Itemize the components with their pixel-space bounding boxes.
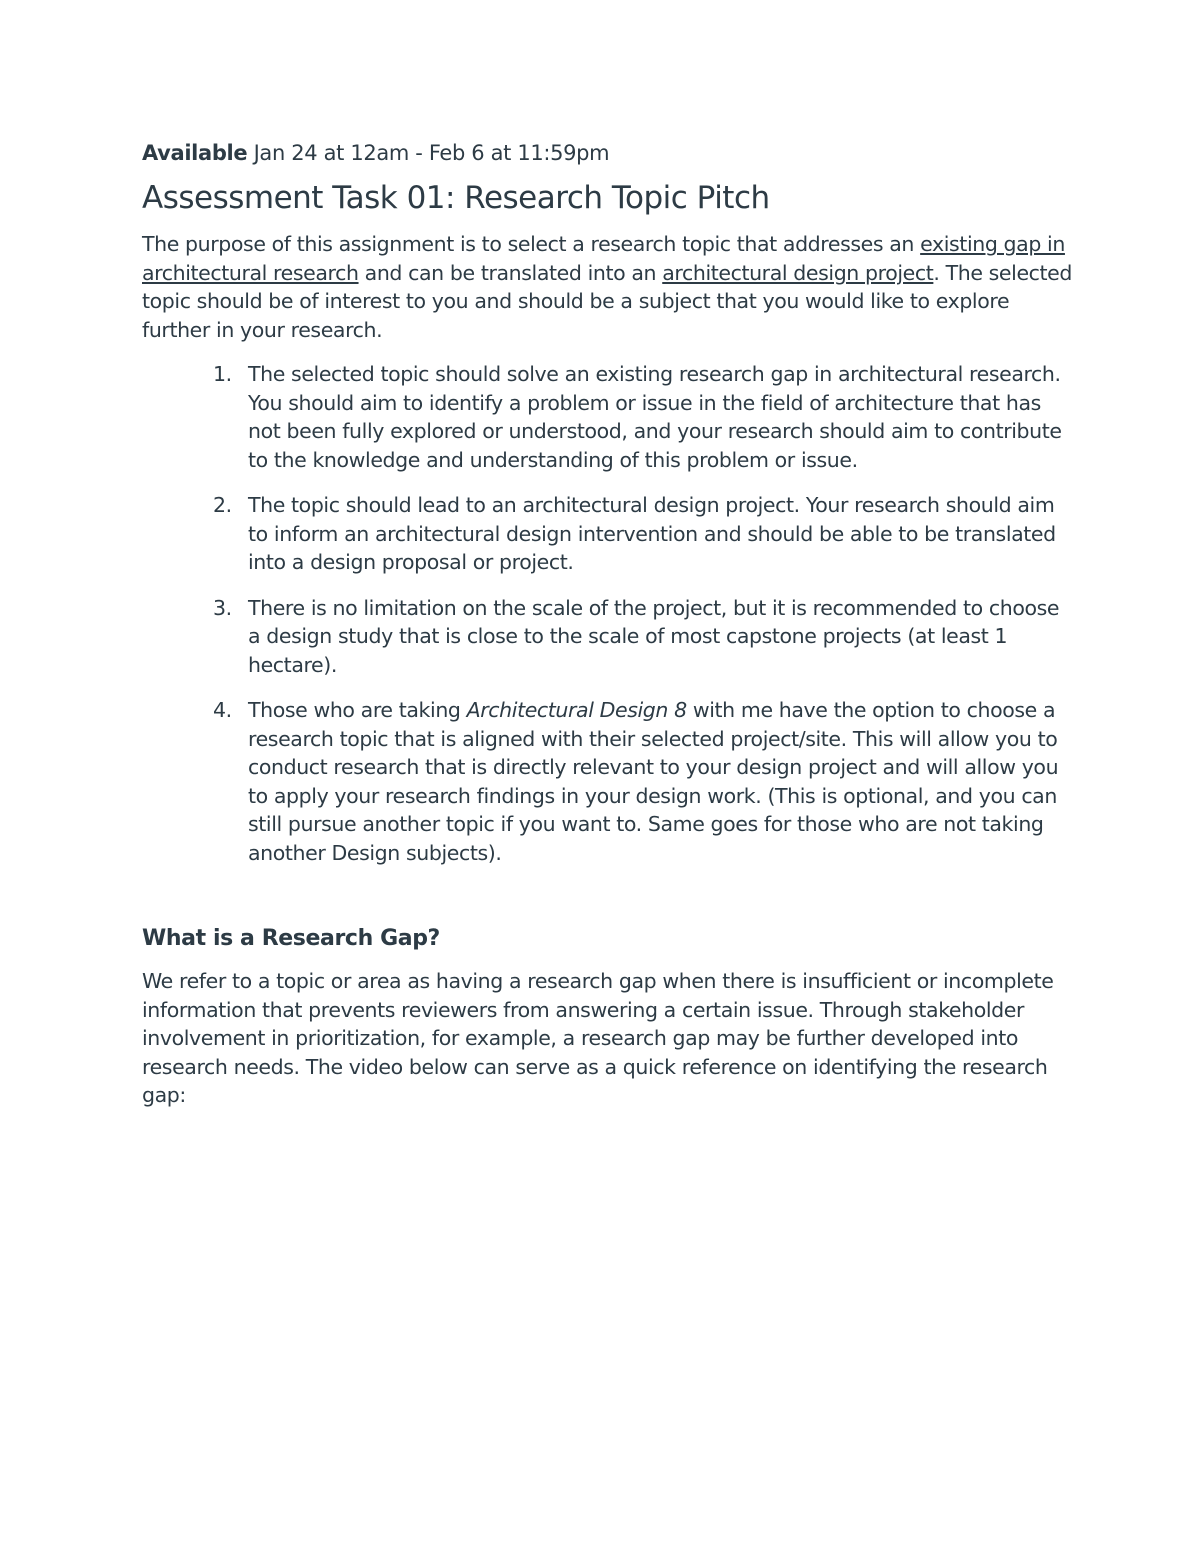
page-title: Assessment Task 01: Research Topic Pitch (142, 180, 770, 216)
course-name: Architectural Design 8 (466, 698, 687, 722)
list-item-number: 3. (213, 595, 232, 620)
assignment-page (142, 138, 1072, 1110)
list-item-number: 2. (213, 493, 232, 517)
list-item-text: The topic should lead to an architectural design project. Your research should aim to inform an architectural design intervention and should be able to be translated into a design proposal or project. (248, 493, 1056, 574)
intro-text-1: The purpose of this assignment is to select a research topic that addresses an (142, 232, 921, 256)
list-item-number: 1. (213, 362, 232, 386)
list-item (142, 594, 1072, 680)
intro-paragraph (142, 230, 1072, 344)
list-item-text: The selected topic should solve an existing research gap in architectural research. You should aim to identify a problem or issue in the field of architecture that has not been fully explored or understood, and your research should aim to contribute to the knowledge and understanding of this problem or issue. (248, 362, 1062, 472)
list-item-text: There is no limitation on the scale of the project, but it is recommended to choose a design study that is close to the scale of most capstone projects (at least 1 hectare). (248, 595, 1060, 677)
research-gap-heading: What is a Research Gap? (142, 926, 440, 951)
design-project-link[interactable]: architectural design project (662, 260, 934, 285)
availability-line (142, 138, 1072, 168)
requirements-list (142, 360, 1072, 867)
list-item-text-after: with me have the option to choose a research topic that is aligned with their selected project/site. This will allow you to conduct research that is directly relevant to your design project and will allow you to apply your research findings in your design work. (This is optional, and you can still pursue another topic if you want to. Same goes for those who are not taking another Design subjects). (248, 698, 1059, 865)
list-item-text-before: Those who are taking (248, 698, 467, 722)
intro-text-3: . The selected topic should be of interest to you and should be a subject that you would like to explore further in your research. (142, 260, 1072, 342)
availability-dates: Jan 24 at 12am - Feb 6 at 11:59pm (253, 141, 610, 165)
existing-gap-link[interactable]: existing gap in architectural research (142, 232, 1065, 285)
list-item-number: 4. (213, 698, 232, 722)
list-item (142, 491, 1072, 577)
list-item (142, 696, 1072, 867)
research-gap-paragraph: We refer to a topic or area as having a research gap when there is insufficient or incomplete information that prevents reviewers from answering a certain issue. Through stakeholder involvement in prioritization, for example, a research gap may be further developed into research needs. The video below can serve as a quick reference on identifying the research gap: (142, 969, 1054, 1107)
list-item (142, 360, 1072, 474)
availability-label: Available (142, 141, 248, 165)
intro-text-2: and can be translated into an (358, 260, 663, 285)
